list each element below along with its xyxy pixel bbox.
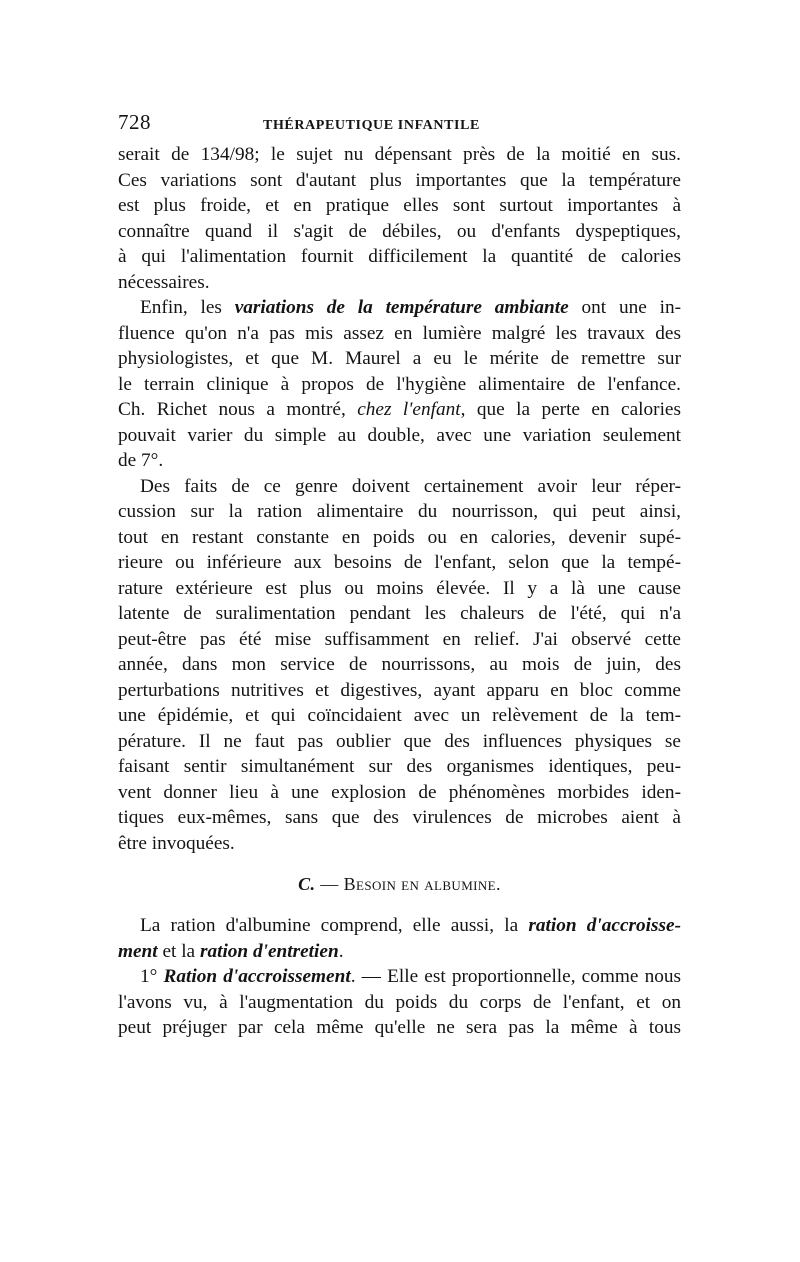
text-line: le terrain clinique à propos de l'hygiène alimentaire de l'enfance.: [118, 373, 681, 395]
text-line: connaître quand il s'agit de débiles, ou d'enfants dyspeptiques,: [118, 220, 681, 242]
paragraph-4: [118, 913, 681, 964]
text-line: une épidémie, et qui coïncidaient avec un relèvement de la tem-: [118, 705, 681, 726]
text-line: fluence qu'on n'a pas mis assez en lumière malgré les travaux des: [118, 322, 681, 344]
text-line: peut préjuger par cela même qu'elle ne sera pas la même à tous: [118, 1017, 681, 1038]
page-header: [118, 110, 681, 142]
text-line: nécessaires.: [118, 271, 210, 293]
emphasis-text: ration d'accroisse-: [528, 915, 681, 936]
section-title: Besoin en albumine.: [343, 874, 501, 894]
text-line: [118, 913, 681, 939]
text-line: [118, 939, 681, 965]
text-line: perturbations nutritives et digestives, ayant apparu en bloc comme: [118, 679, 681, 701]
text-run: , que la perte en calories: [460, 399, 681, 420]
text-line: [118, 964, 681, 990]
page-number: 728: [118, 110, 151, 134]
text-run: Enfin, les: [140, 297, 235, 318]
paragraph-3: [118, 474, 681, 857]
text-line: tout en restant constante en poids ou en calories, devenir supé-: [118, 526, 681, 548]
text-line: à qui l'alimentation fournit difficilement la quantité de calories: [118, 246, 681, 267]
text-line: cussion sur la ration alimentaire du nourrisson, qui peut ainsi,: [118, 501, 681, 522]
paragraph-2: [118, 295, 681, 474]
text-run: La ration d'albumine comprend, elle aussi, la: [140, 915, 529, 936]
text-run: .: [338, 940, 344, 962]
emphasis-text: variations de la température ambiante: [234, 297, 569, 318]
text-line: l'avons vu, à l'augmentation du poids du corps de l'enfant, et on: [118, 991, 681, 1013]
emphasis-text: chez l'enfant: [357, 399, 461, 420]
emphasis-text: ment: [118, 940, 158, 962]
text-run: 1°: [140, 966, 164, 987]
text-line: serait de 134/98; le sujet nu dépensant près de la moitié en sus.: [118, 144, 681, 165]
text-line: [118, 295, 681, 321]
book-page: [118, 110, 681, 1041]
text-line: est plus froide, et en pratique elles sont surtout importantes à: [118, 195, 681, 216]
text-line: année, dans mon service de nourrissons, au mois de juin, des: [118, 654, 681, 675]
text-line: être invoquées.: [118, 832, 235, 854]
emphasis-text: ration d'entretien: [199, 940, 339, 962]
text-line: de 7°.: [118, 450, 164, 471]
text-line: peut-être pas été mise suffisamment en relief. J'ai observé cette: [118, 628, 681, 650]
text-line: rieure ou inférieure aux besoins de l'enfant, selon que la tempé-: [118, 552, 681, 573]
text-line: pérature. Il ne faut pas oublier que des influences physiques se: [118, 730, 681, 752]
paragraph-5: [118, 964, 681, 1041]
text-run: . — Elle est proportionnelle, comme nous: [350, 966, 682, 987]
text-line: Ces variations sont d'autant plus importantes que la température: [118, 169, 681, 191]
emphasis-text: Ration d'accroissement: [163, 966, 351, 987]
text-line: tiques eux-mêmes, sans que des virulences de microbes aient à: [118, 807, 681, 828]
section-dash: —: [315, 874, 344, 894]
section-heading: [118, 874, 681, 895]
paragraph-1: [118, 142, 681, 295]
text-line: latente de suralimentation pendant les chaleurs de l'été, qui n'a: [118, 603, 681, 624]
text-line: rature extérieure est plus ou moins élevée. Il y a là une cause: [118, 577, 681, 599]
text-line: [118, 397, 681, 423]
running-title: THÉRAPEUTIQUE INFANTILE: [263, 118, 480, 133]
section-letter: C.: [298, 874, 316, 894]
text-run: ont une in-: [568, 297, 682, 318]
text-run: et la: [157, 940, 200, 962]
text-line: pouvait varier du simple au double, avec une variation seulement: [118, 424, 681, 446]
text-run: Ch. Richet nous a montré,: [118, 399, 358, 420]
text-line: Des faits de ce genre doivent certainement avoir leur réper-: [140, 475, 681, 497]
text-line: faisant sentir simultanément sur des organismes identiques, peu-: [118, 756, 681, 777]
text-line: physiologistes, et que M. Maurel a eu le mérite de remettre sur: [118, 348, 681, 369]
text-line: vent donner lieu à une explosion de phénomènes morbides iden-: [118, 781, 681, 803]
